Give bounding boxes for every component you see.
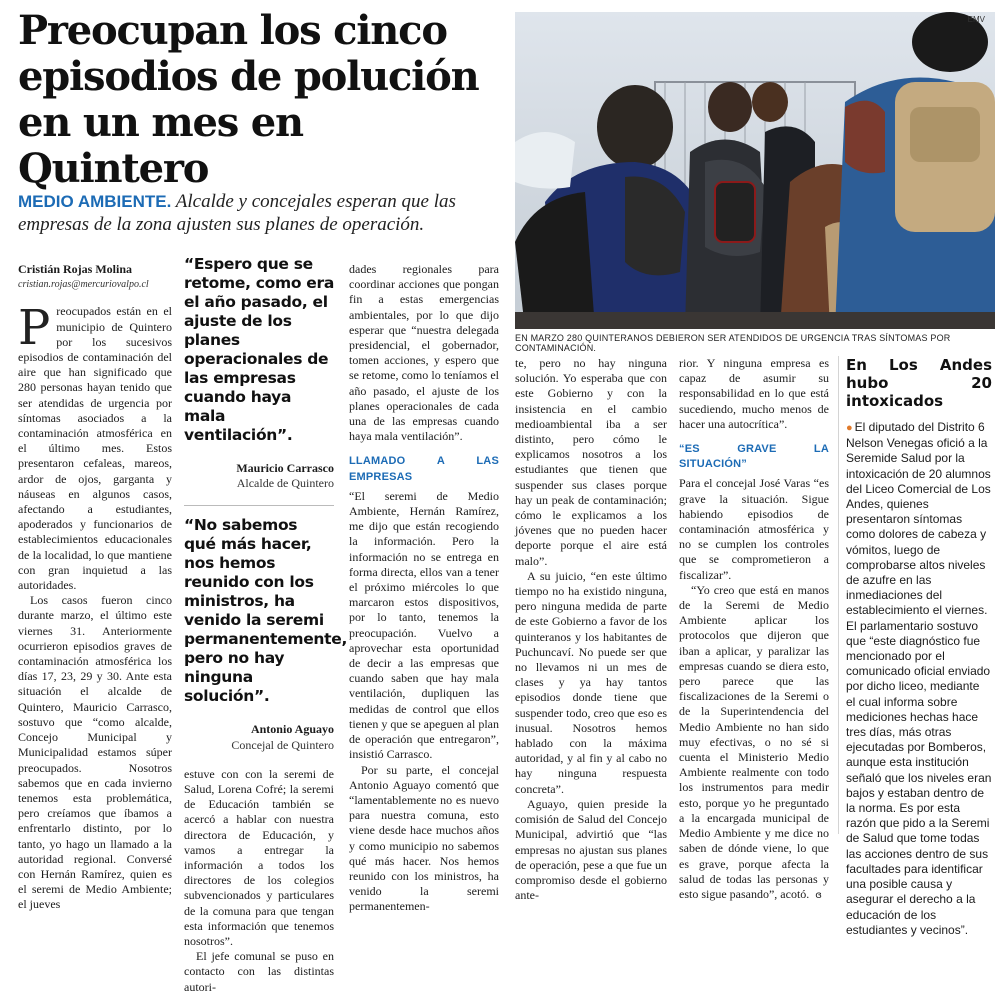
- article-paragraph: Para el concejal José Varas “es grave la situación. Sigue habiendo episodios de contaminación atmosférica y no se cumplen los controles que se comprometieron a fiscalizar”.: [679, 476, 829, 582]
- article-lead-paragraph: Preocupados están en el municipio de Quintero por los sucesivos episodios de contaminación del aire que han significado que 280 personas hayan tenido que ser atendidas de urgencia por síntomas asociados a la contaminación atmosférica en el último mes. Estos presentaron cefaleas, mareos, ardor de ojos, garganta y náuseas en algunos casos, afectando a estudiantes, apoderados y funcionarios de establecimientos educacionales de la localidad, lo que mantiene con gran inquietud a las autoridades.: [18, 300, 172, 593]
- article-paragraph: “El seremi de Medio Ambiente, Hernán Ramírez, me dijo que están recogiendo la información. Pero la información no se entrega en forma directa, ellos van a tener el próximo miércoles lo que marcaron estos dispositivos, por lo tanto, tenemos la preocupación. Vuelvo a aprovechar esta oportunidad de decir a las empresas que cuando saben que hay mala ventilación, dupliquen las medidas de control que ellos tienen y que se apeguen al plan de operación que entregaron”, insistió Carrasco.: [349, 488, 499, 762]
- article-paragraph: rior. Y ninguna empresa es capaz de asumir su responsabilidad en lo que está sucediendo, mucho menos de hacer una autocrítica”.: [679, 356, 829, 431]
- article-paragraph: Por su parte, el concejal Antonio Aguayo comentó que “lamentablemente no es nuevo para nuestra comuna, esto viene desde hace muchos años y como municipio no sabemos qué más hacer. Nos hemos reunido con los ministros, ha venido la seremi permanentemen-: [349, 762, 499, 914]
- headline: Preocupan los cinco episodios de polución en un mes en Quintero: [18, 7, 479, 192]
- deck-text: Alcalde y concejales esperan que las empresas de la zona ajusten sus planes de operación.: [18, 191, 456, 235]
- quote-author-name: Mauricio Carrasco: [236, 461, 334, 475]
- section-subhead: LLAMADO A LAS EMPRESAS: [349, 455, 499, 483]
- article-paragraph: “Yo creo que está en manos de la Seremi de Medio Ambiente aplicar los protocolos que dijeron que iban a aplicar, y paralizar las empresas cuando se diera esto, pero parece que las fiscalizaciones de la Seremi o de la Superintendencia del Medio Ambiente no han sido muy efectivas, o no sé si cuenta el Ministerio Medio Ambiente realmente con todo los instrumentos para medir esto, porque yo he preguntado a la encargada municipal de Medio Ambiente y me dice no saben de dónde viene, lo que es grave, porque afecta la salud de todas las personas y esto sigue pasando”, acotó. ɞ: [679, 582, 829, 901]
- photo-credit: EMV: [967, 15, 985, 24]
- students-crowd-illustration: [515, 12, 995, 329]
- article-paragraph: estuve con con la seremi de Salud, Lorena Cofré; la seremi de Educación también se acercó a hablar con nuestra directora de Educación, y vamos a entregar la información a todos los directores de los colegios subvencionados y particulares de la comuna para que tengan esta información que tenemos nosotros”.: [184, 766, 334, 949]
- article-paragraph: te, pero no hay ninguna solución. Yo esperaba que con este Gobierno y con la insistencia en el cambio medioambiental iba a ser distinto, pero cómo le explicamos nosotros a los estudiantes que tienen que suspender sus clases porque hay un peak de contaminación; cómo le explicamos a los jóvenes que no pueden hacer deporte porque el aire está malo”.: [515, 356, 667, 568]
- sidebar-text: ● El diputado del Distrito 6 Nelson Venegas ofició a la Seremide Salud por la intoxicación de 20 alumnos del Liceo Comercial de Los Andes, quienes presentaron síntomas como dolores de cabeza y vómitos, luego de comprobarse altos niveles de azufre en las inmediaciones del establecimiento el viernes. El parlamentario sostuvo que “este diagnóstico fue mencionado por el comunicado oficial enviado por dicho liceo, mediante el cual informa sobre mediciones hechas hace tres días, más otras ejecutadas por Bomberos, aunque esta institución señaló que los niveles eran bajos y estaban dentro de la norma. Es por esta razón que pido a la Seremi de Salud que tome todas las acciones dentro de sus facultades para identificar una posible causa y asegurar el derecho a la educación de los estudiantes y vecinos”.: [846, 420, 992, 937]
- article-paragraph: El jefe comunal se puso en contacto con las distintas autori-: [184, 949, 334, 994]
- sidebar-title: En Los Andes hubo 20 intoxicados: [846, 356, 992, 410]
- byline-email: cristian.rojas@mercuriovalpo.cl: [18, 279, 149, 291]
- article-column-4: [515, 356, 667, 903]
- bullet-icon: ●: [846, 422, 853, 434]
- article-column-3: [349, 262, 499, 915]
- divider: [184, 505, 334, 506]
- pull-quote-carrasco: “Espero que se retome, como era el año pasado, el ajuste de los planes operacionales de las empresas cuando haya mala ventilación”.: [184, 255, 335, 444]
- sidebar-box: [846, 356, 992, 938]
- quote-author-role: Alcalde de Quintero: [236, 476, 334, 491]
- section-subhead: “ES GRAVE LA SITUACIÓN”: [679, 443, 829, 471]
- deck: [18, 190, 498, 236]
- deck-kicker: MEDIO AMBIENTE.: [18, 192, 172, 211]
- article-paragraph: Los casos fueron cinco durante marzo, el último este viernes 31. Anteriormente ocurrieron episodios graves de contaminación atmosférica los días 17, 23, 29 y 30. Ante esta situación el alcalde de Quintero, Mauricio Carrasco, sostuvo que “como alcalde, Concejo Municipal y Municipalidad estamos súper preocupados. Nosotros sabemos que en cada invierno tenemos esta problemática, pero creíamos que íbamos a enfrentarlo distinto, por lo tanto, yo hago un llamado a la autoridad regional. Conversé con Hernán Ramírez, quien es el seremi de Medio Ambiente; el jueves: [18, 593, 172, 912]
- article-column-2: [184, 255, 348, 995]
- article-paragraph: Aguayo, quien preside la comisión de Salud del Concejo Municipal, advirtió que “las empresas no ajustan sus planes de operación, pese a que fue un compromiso desde el gobierno ante-: [515, 796, 667, 903]
- pull-quote-aguayo: “No sabemos qué más hacer, nos hemos reunido con los ministros, ha venido la seremi permanentemente, pero no hay ninguna solución”.: [184, 516, 348, 706]
- dropcap: P: [18, 300, 51, 357]
- end-mark-icon: ɞ: [815, 889, 822, 901]
- news-photo: [515, 12, 995, 329]
- byline-name: Cristián Rojas Molina: [18, 262, 132, 276]
- photo-caption: EN MARZO 280 QUINTERANOS DEBIERON SER ATENDIDOS DE URGENCIA TRAS SÍNTOMAS POR CONTAMINACIÓN.: [515, 333, 951, 353]
- article-column-1: [18, 262, 172, 913]
- quote-author-role: Concejal de Quintero: [231, 737, 334, 752]
- quote-author-name: Antonio Aguayo: [250, 722, 334, 737]
- divider: [838, 356, 839, 834]
- article-paragraph: dades regionales para coordinar acciones que pongan fin a estas emergencias ambientales, por lo que dijo esperar que “nuestra delegada presidencial, el gobernador, tomen acciones, y espero que se retome, como lo teníamos el año pasado, el ajuste de los planes operacionales de cada una de las empresas cuando haya mala ventilación”.: [349, 262, 499, 444]
- article-paragraph: A su juicio, “en este último tiempo no ha existido ninguna, pero ninguna medida de parte de este Gobierno a favor de los quinteranos y los habitantes de Puchuncaví. No puede ser que no llevamos ni un mes de clases y ya hay tantos episodios donde tiene que suspender todo, creo que eso es inusual. Nosotros hemos hablado con la máxima autoridad, y al fin y al cabo no hay ninguna respuesta concreta”.: [515, 568, 667, 796]
- article-column-5: [679, 356, 829, 903]
